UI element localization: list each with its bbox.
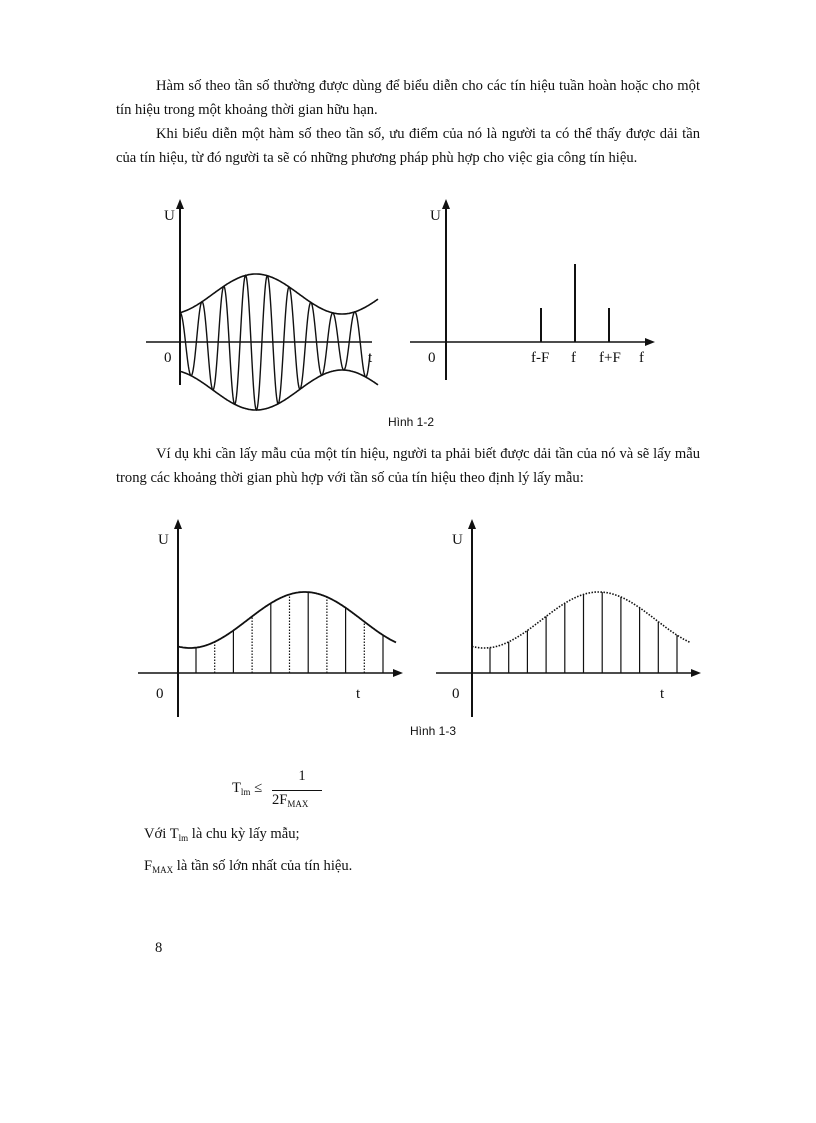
x-axis-label: t: [356, 686, 361, 702]
origin-label: 0: [452, 686, 460, 702]
figure-1-2-right: [410, 200, 660, 380]
formula-lhs: $T_{lm}$ ≤: [232, 780, 263, 797]
x-axis-label: t: [368, 350, 373, 366]
tick-label-f-plus-F: f+F: [599, 350, 621, 366]
paragraph-2: Khi biểu diễn một hàm số theo tần số, ưu điểm của nó là người ta có thể thấy được dải tần của tín hiệu, từ đó người ta sẽ có những phương pháp phù hợp cho việc gia công tín hiệu.: [116, 126, 700, 166]
y-axis-label: U: [158, 532, 169, 548]
sample-lines: [196, 592, 383, 673]
x-axis-label: t: [660, 686, 665, 702]
sampling-formula: [232, 768, 352, 812]
figure-1-2-left: [140, 200, 390, 420]
y-axis-label: U: [452, 532, 463, 548]
origin-label: 0: [156, 686, 164, 702]
figure-1-3-right: [436, 520, 706, 720]
x-axis-label: f: [639, 350, 644, 366]
fraction-bar: [272, 790, 322, 791]
origin-label: 0: [164, 350, 172, 366]
figure-1-3-left: [138, 520, 408, 720]
caption-figure-1-2: Hình 1-2: [388, 415, 435, 429]
caption-figure-1-3: Hình 1-3: [410, 724, 457, 738]
sample-lines: [490, 592, 677, 673]
y-axis-label: U: [430, 208, 441, 224]
upper-envelope: [180, 274, 378, 314]
formula-denominator: $2F_{MAX}$: [272, 792, 309, 809]
paragraph-1: Hàm số theo tần số thường được dùng để biểu diễn cho các tín hiệu tuần hoàn hoặc cho một tín hiệu trong một khoảng thời gian hữu hạn.: [116, 78, 700, 118]
paragraph-3: Ví dụ khi cần lấy mẫu của một tín hiệu, người ta phải biết được dải tần của nó và sẽ lấy mẫu trong các khoảng thời gian phù hợp với tần số của tín hiệu theo định lý lấy mẫu:: [116, 446, 700, 486]
formula-numerator: 1: [298, 768, 306, 784]
origin-label: 0: [428, 350, 436, 366]
signal-curve: [472, 592, 690, 648]
definition-max-frequency: $F_{MAX}$ là tần số lớn nhất của tín hiệu.: [144, 858, 353, 875]
tick-label-f-minus-F: f-F: [531, 350, 550, 366]
definition-sampling-period: Với $T_{lm}$ là chu kỳ lấy mẫu;: [144, 826, 300, 843]
page-number: 8: [155, 940, 163, 956]
signal-curve: [178, 592, 396, 648]
y-axis-label: U: [164, 208, 175, 224]
tick-label-f: f: [571, 350, 576, 366]
